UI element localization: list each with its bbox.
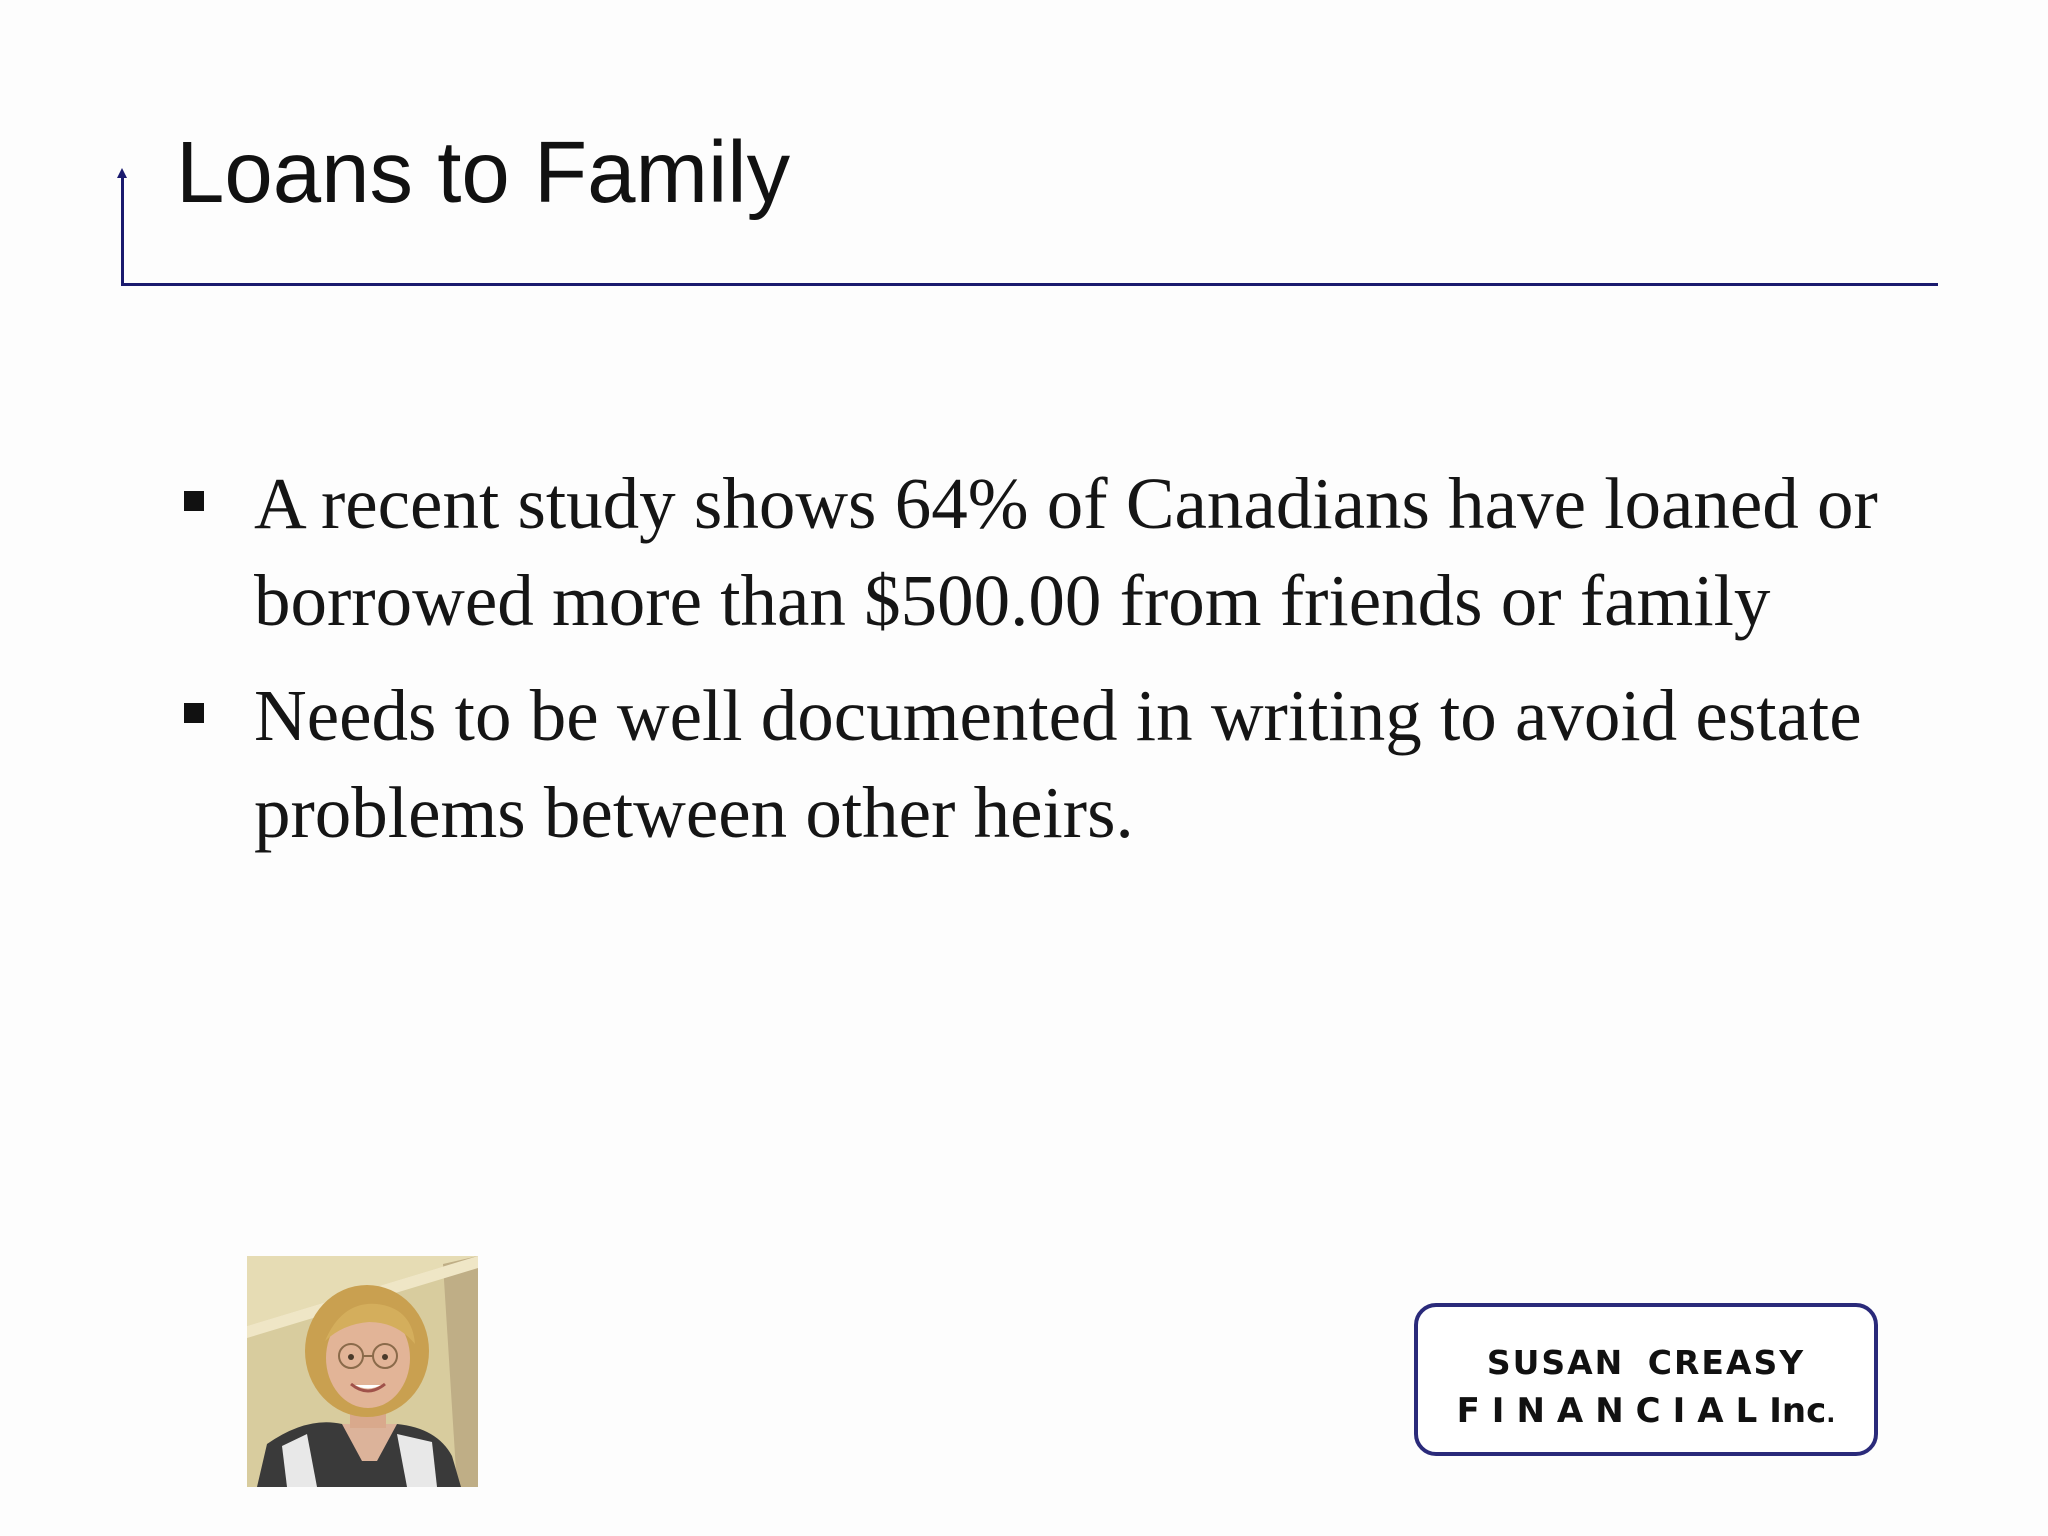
title-underline [121, 283, 1938, 286]
square-bullet-icon [184, 491, 204, 511]
presenter-portrait-icon [247, 1256, 478, 1487]
bullet-item [178, 667, 1928, 861]
presenter-photo [247, 1256, 478, 1487]
bullet-text: Needs to be well documented in writing to avoid estate problems between other heirs. [254, 675, 1862, 853]
logo-name: SUSAN CREASY [1486, 1343, 1806, 1382]
square-bullet-icon [184, 703, 204, 723]
logo-company [1418, 1391, 1874, 1431]
bullet-item [178, 455, 1928, 649]
logo-financial: FINANCIAL [1456, 1391, 1770, 1431]
slide-title: Loans to Family [176, 124, 791, 221]
title-frame-vertical-line [121, 176, 124, 286]
bullet-text: A recent study shows 64% of Canadians have loaned or borrowed more than $500.00 from friends or family [254, 463, 1878, 641]
bullet-list [178, 455, 1928, 879]
company-logo [1414, 1303, 1878, 1456]
logo-inc: Inc [1769, 1391, 1827, 1431]
logo-inc-dot: . [1826, 1400, 1836, 1428]
